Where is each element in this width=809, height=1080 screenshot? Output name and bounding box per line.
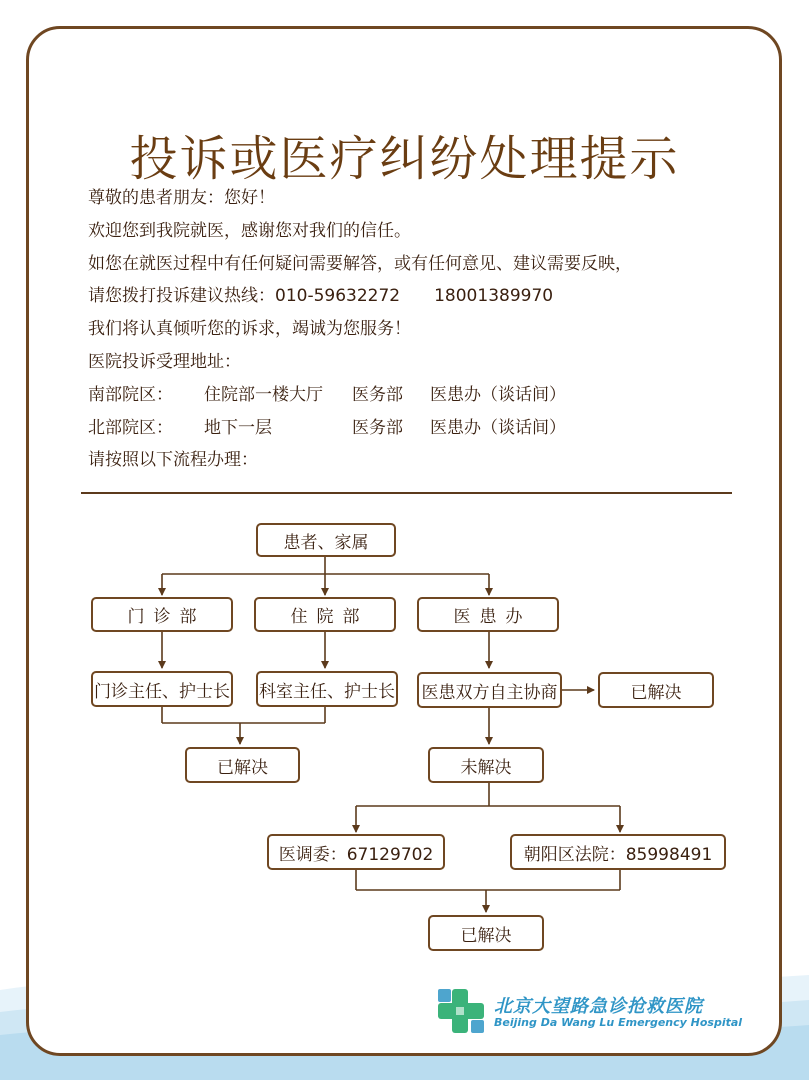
hospital-name-en: Beijing Da Wang Lu Emergency Hospital	[494, 1016, 743, 1029]
north-campus-dept: 医务部	[352, 417, 403, 438]
hotline-label: 请您拨打投诉建议热线：	[88, 286, 275, 307]
south-campus-office: 医患办（谈话间）	[430, 384, 566, 405]
promise-line: 我们将认真倾听您的诉求，竭诚为您服务！	[88, 319, 411, 340]
flow-patient-office-box: 医患办	[417, 597, 559, 632]
flow-resolved-left-box: 已解决	[185, 747, 300, 783]
north-campus-office: 医患办（谈话间）	[430, 417, 566, 438]
south-campus-location: 住院部一楼大厅	[204, 384, 323, 405]
north-campus-location: 地下一层	[204, 417, 272, 438]
flow-outpatient-box: 门诊部	[91, 597, 233, 632]
flow-dept-head-box: 科室主任、护士长	[256, 671, 398, 707]
north-campus-label: 北部院区：	[88, 417, 173, 438]
flow-mediation-box: 医调委：67129702	[267, 834, 445, 870]
greeting: 尊敬的患者朋友：您好！	[88, 188, 275, 208]
process-line: 请按照以下流程办理：	[88, 450, 258, 471]
flow-inpatient-box: 住院部	[254, 597, 396, 632]
south-campus-dept: 医务部	[352, 384, 403, 405]
flow-start-box: 患者、家属	[256, 523, 396, 557]
flow-unresolved-box: 未解决	[428, 747, 544, 783]
green-cross-icon	[436, 987, 488, 1035]
hotline-number-2: 18001389970	[434, 286, 554, 307]
flow-resolved-right-box: 已解决	[598, 672, 714, 708]
flow-court-box: 朝阳区法院：85998491	[510, 834, 726, 870]
hospital-name-cn: 北京大望路急诊抢救医院	[494, 996, 703, 1017]
flow-resolved-final-box: 已解决	[428, 915, 544, 951]
page-title: 投诉或医疗纠纷处理提示	[129, 131, 680, 188]
south-campus-label: 南部院区：	[88, 384, 173, 405]
address-title: 医院投诉受理地址：	[88, 351, 241, 372]
flow-outpatient-head-box: 门诊主任、护士长	[91, 671, 233, 707]
welcome-line: 欢迎您到我院就医，感谢您对我们的信任。	[88, 220, 411, 241]
hotline-number-1: 010-59632272	[275, 286, 401, 307]
flow-negotiation-box: 医患双方自主协商	[417, 672, 562, 708]
question-line: 如您在就医过程中有任何疑问需要解答，或有任何意见、建议需要反映，	[88, 253, 632, 274]
